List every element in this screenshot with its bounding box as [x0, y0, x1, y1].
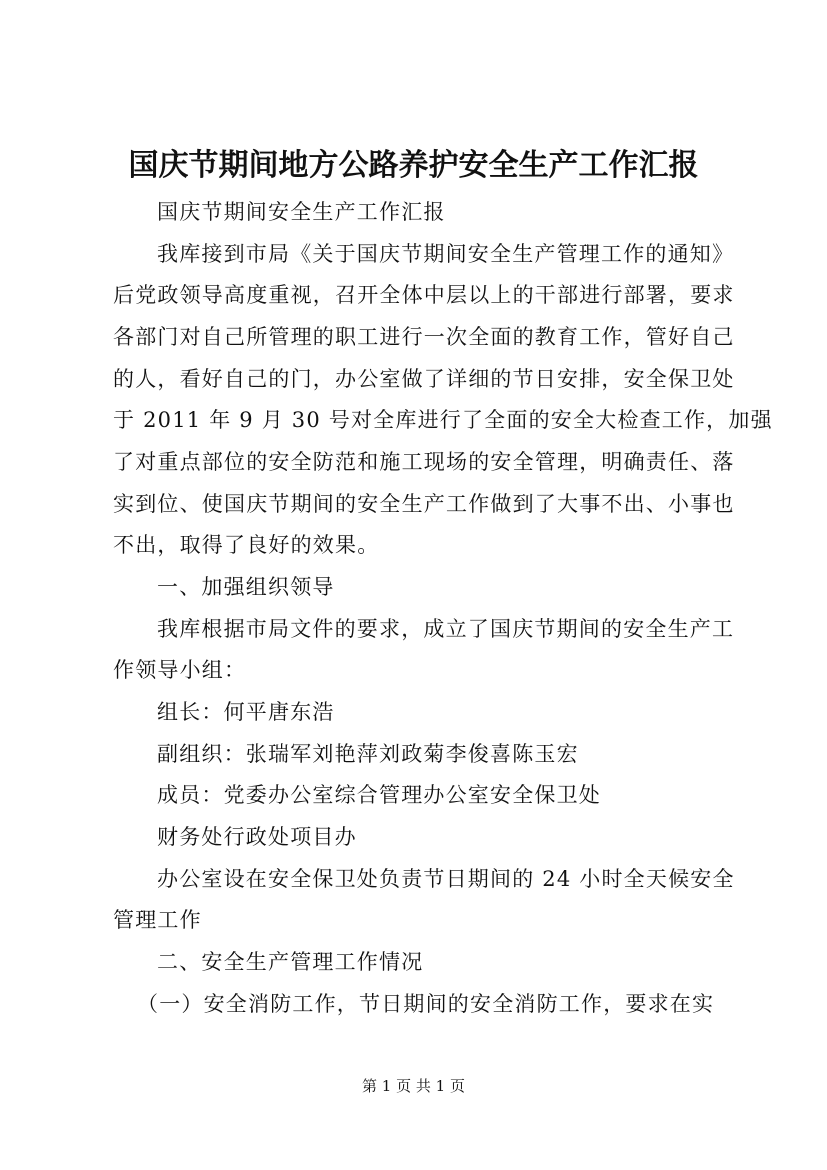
body-line: 管理工作 [113, 908, 202, 932]
document-title: 国庆节期间地方公路养护安全生产工作汇报 [128, 148, 699, 183]
section-heading: 二、安全生产管理工作情况 [157, 950, 424, 974]
body-line: 我库根据市局文件的要求，成立了国庆节期间的安全生产工 [157, 617, 735, 641]
body-line: 的人，看好自己的门，办公室做了详细的节日安排，安全保卫处 [113, 367, 735, 391]
body-line: 副组织：张瑞军刘艳萍刘政菊李俊喜陈玉宏 [157, 742, 579, 766]
body-line: 于 2011 年 9 月 30 号对全库进行了全面的安全大检查工作，加强 [113, 408, 773, 432]
body-line: 了对重点部位的安全防范和施工现场的安全管理，明确责任、落 [113, 450, 735, 474]
body-line: 实到位、使国庆节期间的安全生产工作做到了大事不出、小事也 [113, 492, 735, 516]
body-line: 财务处行政处项目办 [157, 825, 357, 849]
page-footer: 第 1 页 共 1 页 [362, 1077, 465, 1095]
body-line: 成员：党委办公室综合管理办公室安全保卫处 [157, 783, 601, 807]
body-line: 组长：何平唐东浩 [157, 700, 335, 724]
section-heading: 一、加强组织领导 [157, 575, 335, 599]
body-line: 后党政领导高度重视，召开全体中层以上的干部进行部署，要求 [113, 283, 735, 307]
body-line: 作领导小组： [113, 658, 247, 682]
body-line: 不出，取得了良好的效果。 [113, 533, 380, 557]
body-line: （一）安全消防工作，节日期间的安全消防工作，要求在实 [137, 992, 715, 1016]
body-line: 我库接到市局《关于国庆节期间安全生产管理工作的通知》 [157, 242, 735, 266]
body-line: 各部门对自己所管理的职工进行一次全面的教育工作，管好自己 [113, 325, 735, 349]
body-line: 办公室设在安全保卫处负责节日期间的 24 小时全天候安全 [157, 867, 735, 891]
subtitle-line: 国庆节期间安全生产工作汇报 [157, 200, 446, 224]
